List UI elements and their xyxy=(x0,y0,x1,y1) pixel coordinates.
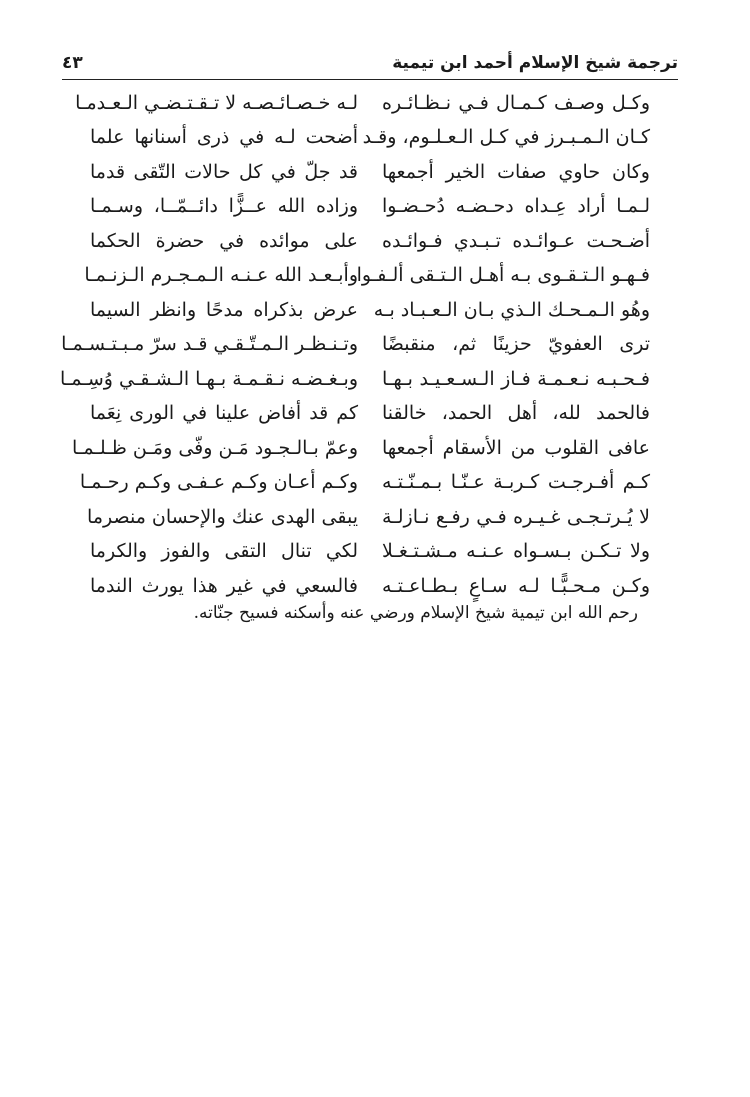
verse-line xyxy=(59,362,650,397)
second-hemistich: وعمّ بـالـجـود مَـن وفّى ومَـن ظـلـمـا xyxy=(71,436,358,459)
second-hemistich: عرض بذكراه مدحًا وانظر السيما xyxy=(90,298,358,321)
verse-line xyxy=(90,121,650,156)
verse-line xyxy=(71,431,650,466)
second-hemistich: قد جلّ في كل حالات التّقى قدما xyxy=(90,160,358,183)
second-hemistich: كم قد أفاض علينا في الورى نِعَما xyxy=(90,402,358,425)
second-hemistich: فالسعي في غير هذا يورث الندما xyxy=(90,574,358,597)
page-number: ٤٣ xyxy=(62,53,83,73)
verse-line xyxy=(90,535,650,570)
second-hemistich: يبقى الهدى عنك والإحسان منصرما xyxy=(87,505,358,528)
first-hemistich: كـم أفـرجـت كـربـة عـنّـا بـمـنّـتـه xyxy=(382,471,650,494)
verse-line xyxy=(75,86,650,121)
poem xyxy=(59,86,650,604)
verse-line xyxy=(90,293,650,328)
verse-line xyxy=(90,569,650,604)
verse-line xyxy=(87,500,650,535)
first-hemistich: كـان الـمـبـرز في كـل الـعـلـوم، وقـد xyxy=(362,126,650,149)
second-hemistich: وتـنـظـر الـمـتّـقـي قـد سرّ مـبـتـسـمـا xyxy=(61,333,358,356)
verse-line xyxy=(61,328,650,363)
verse-line xyxy=(90,155,650,190)
verse-line xyxy=(90,397,650,432)
running-title: ترجمة شيخ الإسلام أحمد ابن تيمية xyxy=(392,53,678,73)
verse-line xyxy=(90,190,650,225)
first-hemistich: فـهـو الـتـقـوى بـه أهـل الـتـقى ألـفـوا xyxy=(356,264,650,287)
verse-line xyxy=(90,224,650,259)
first-hemistich: لـمـا أراد عِـداه دحـضـه دُحـضـوا xyxy=(382,195,650,218)
verse-line xyxy=(79,466,650,501)
second-hemistich: وكـم أعـان وكـم عـفـى وكـم رحـمـا xyxy=(79,471,358,494)
first-hemistich: ولا تـكـن بـسـواه عـنـه مـشـتـغـلا xyxy=(382,540,650,563)
first-hemistich: فالحمد لله، أهل الحمد، خالقنا xyxy=(382,402,650,425)
first-hemistich: وهُو الـمـحـك الـذي بـان الـعـبـاد بـه xyxy=(373,298,650,321)
first-hemistich: عافى القلوب من الأسقام أجمعها xyxy=(382,436,650,459)
page-header xyxy=(62,40,678,80)
first-hemistich: وكـن مـحـبًّـا لـه سـاعٍ بـطـاعـتـه xyxy=(382,574,650,597)
second-hemistich: وزاده الله عــزًّا دائــمّــا، وسـمـا xyxy=(90,195,358,218)
second-hemistich: على موائده في حضرة الحكما xyxy=(90,229,358,252)
first-hemistich: فـحـبـه نـعـمـة فـاز الـسـعـيـد بـهـا xyxy=(382,367,650,390)
first-hemistich: ترى العفويّ حزينًا ثم، منقبضًا xyxy=(382,333,650,356)
second-hemistich: وأبـعـد الله عـنـه الـمـجـرم الـزنـمـا xyxy=(84,264,358,287)
second-hemistich: أضحت لـه في ذرى أسنانها علما xyxy=(90,126,358,149)
second-hemistich: لـه خـصـائـصـه لا تـقـتـضـي الـعـدمـا xyxy=(75,91,358,114)
first-hemistich: لا يُـرتـجـى غـيـره فـي رفـع نـازلـة xyxy=(382,505,650,528)
second-hemistich: وبـغـضـه نـقـمـة بـهـا الـشـقـي وُسِـمـا xyxy=(59,367,358,390)
verse-line xyxy=(84,259,650,294)
closing-prayer: رحم الله ابن تيمية شيخ الإسلام ورضي عنه وأسكنه فسيح جنّاته. xyxy=(193,603,638,623)
first-hemistich: أضـحـت عـوائـده تـبـدي فـوائـده xyxy=(382,229,650,252)
first-hemistich: وكـل وصـف كـمـال فـي نـظـائـره xyxy=(382,91,650,114)
second-hemistich: لكي تنال التقى والفوز والكرما xyxy=(90,540,358,563)
first-hemistich: وكان حاوي صفات الخير أجمعها xyxy=(382,160,650,183)
